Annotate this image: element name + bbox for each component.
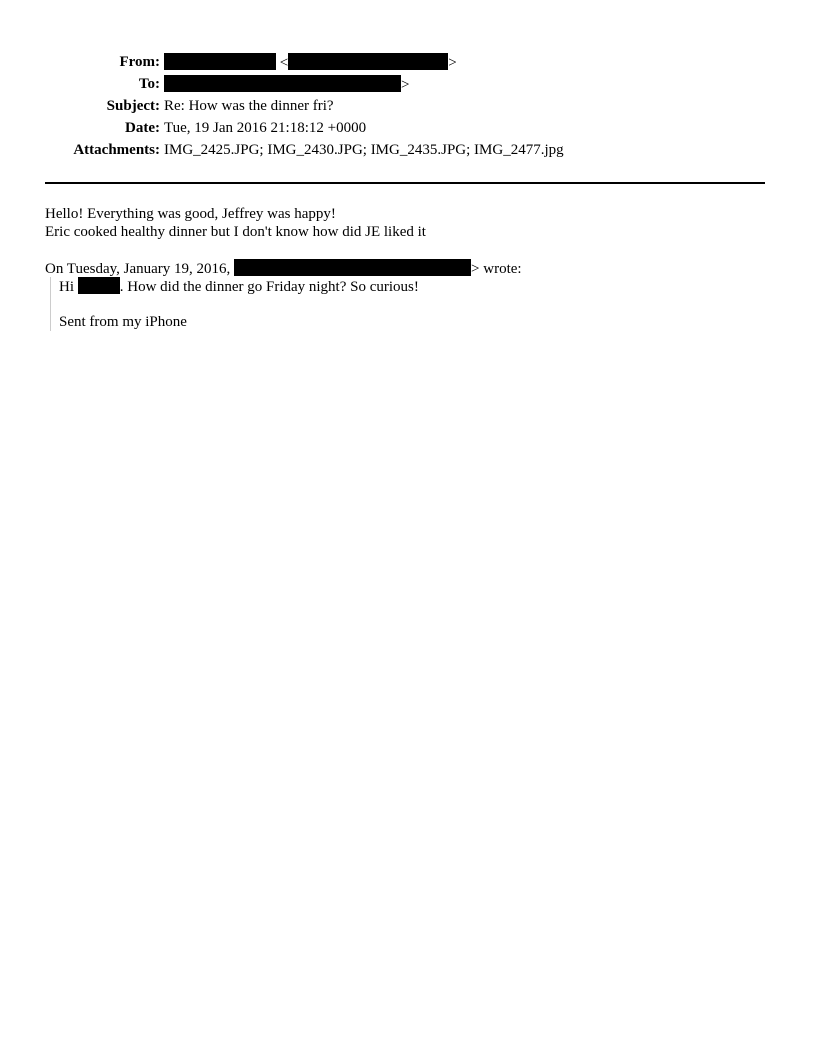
quoted-signature: Sent from my iPhone	[59, 314, 187, 330]
redacted-sender-email	[288, 53, 448, 70]
quoted-line-1	[59, 277, 419, 295]
from-row	[0, 53, 816, 75]
quote-intro	[45, 259, 522, 278]
redacted-sender-name	[164, 53, 276, 70]
message-body	[45, 205, 765, 241]
header-divider	[45, 182, 765, 184]
to-value	[164, 75, 409, 94]
subject-label: Subject:	[106, 98, 160, 114]
attachments-label: Attachments:	[73, 142, 160, 158]
body-line-2: Eric cooked healthy dinner but I don't know how did JE liked it	[45, 224, 426, 240]
quoted-message	[50, 277, 419, 331]
from-open-bracket: <	[279, 55, 289, 71]
attachments-row	[0, 141, 816, 163]
quoted-question: . How did the dinner go Friday night? So curious!	[119, 279, 419, 295]
from-label: From:	[119, 54, 160, 70]
date-row	[0, 119, 816, 141]
body-line-1: Hello! Everything was good, Jeffrey was happy!	[45, 206, 336, 222]
from-value	[164, 53, 457, 72]
to-close-bracket: >	[401, 77, 410, 93]
date-label: Date:	[125, 120, 160, 136]
quote-intro-suffix: > wrote:	[471, 261, 522, 277]
email-header	[0, 53, 816, 163]
subject-value: Re: How was the dinner fri?	[164, 98, 334, 114]
to-row	[0, 75, 816, 97]
quoted-greeting: Hi	[59, 279, 74, 295]
quoted-blank-line	[59, 295, 419, 313]
to-label: To:	[138, 76, 160, 92]
attachments-value: IMG_2425.JPG; IMG_2430.JPG; IMG_2435.JPG; IMG_2477.jpg	[164, 142, 564, 158]
from-close-bracket: >	[448, 55, 457, 71]
subject-row	[0, 97, 816, 119]
redacted-quoted-name	[78, 277, 120, 294]
redacted-recipient	[164, 75, 401, 92]
redacted-quoted-sender	[234, 259, 471, 276]
quote-intro-prefix: On Tuesday, January 19, 2016,	[45, 261, 231, 277]
date-value: Tue, 19 Jan 2016 21:18:12 +0000	[164, 120, 367, 136]
